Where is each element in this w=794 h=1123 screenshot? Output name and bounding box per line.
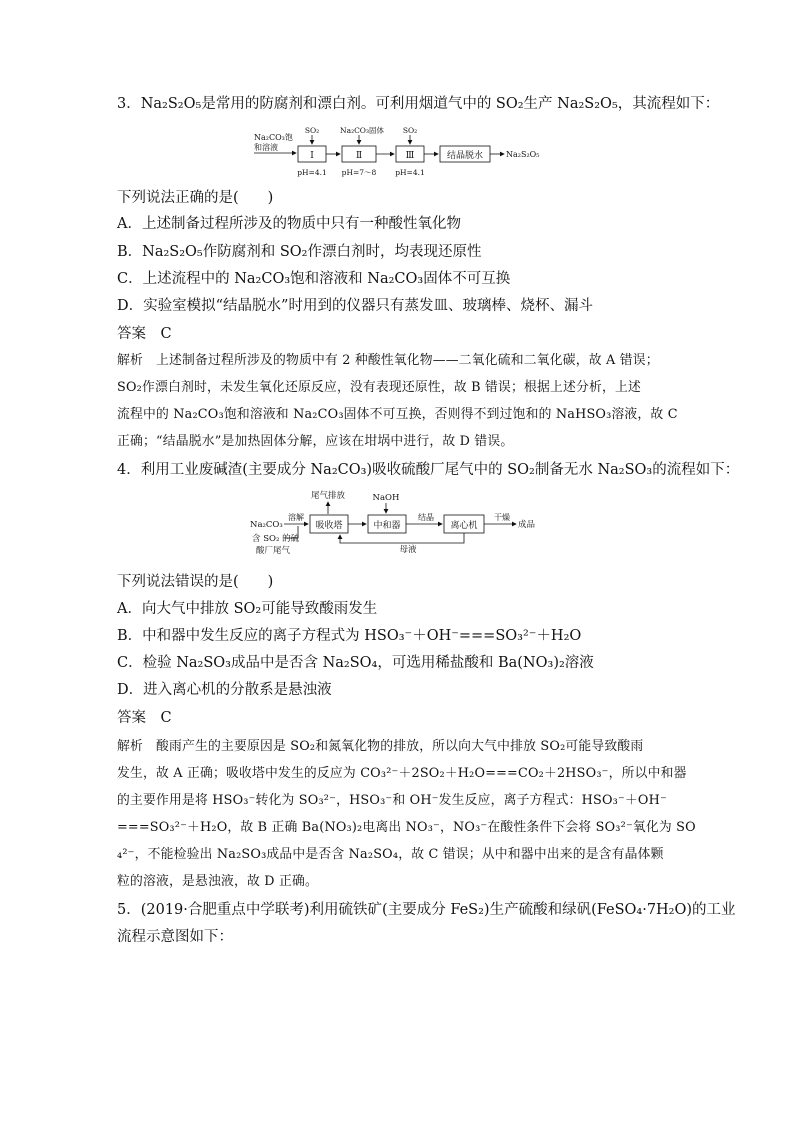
q3-option-b: B．Na₂S₂O₅作防腐剂和 SO₂作漂白剂时，均表现还原性	[117, 244, 482, 260]
q5-stem-line2: 流程示意图如下：	[117, 929, 233, 945]
q4-absorber: 吸收塔	[315, 521, 343, 531]
q3-analysis-2: SO₂作漂白剂时，未发生氧化还原反应，没有表现还原性，故 B 错误；根据上述分析，上述	[117, 380, 642, 395]
q4-prompt: 下列说法错误的是( )	[117, 574, 274, 590]
q3-stem: 3．Na₂S₂O₅是常用的防腐剂和漂白剂。可利用烟道气中的 SO₂生产 Na₂S₂O₅，其流程如下：	[117, 96, 720, 112]
q4-analysis-2: 发生，故 A 正确；吸收塔中发生的反应为 CO₃²⁻＋2SO₂＋H₂O===CO₂＋2HSO₃⁻，所以中和器	[117, 766, 687, 781]
q4-analysis-1: 解析 酸雨产生的主要原因是 SO₂和氮氧化物的排放，所以向大气中排放 SO₂可能导致酸雨	[117, 739, 644, 754]
q3-ph-1: pH=4.1	[297, 168, 327, 177]
q4-naoh: NaOH	[372, 493, 400, 503]
q4-product: 成品	[518, 520, 536, 530]
q3-option-d: D．实验室模拟“结晶脱水”时用到的仪器只有蒸发皿、玻璃棒、烧杯、漏斗	[117, 298, 593, 314]
q4-centrifuge: 离心机	[450, 521, 478, 531]
q4-na2co3: Na₂CO₃	[250, 520, 283, 530]
q4-flow-diagram	[248, 486, 548, 556]
q4-analysis-6: 粒的溶液，是悬浊液，故 D 正确。	[117, 874, 318, 889]
q3-ph-3: pH=4.1	[395, 168, 425, 177]
q3-so2-b: SO₂	[402, 126, 418, 135]
q3-answer: 答案 C	[117, 326, 172, 342]
q4-option-c: C．检验 Na₂SO₃成品中是否含 Na₂SO₄，可选用稀盐酸和 Ba(NO₃)₂溶液	[117, 655, 594, 671]
q4-stem: 4．利用工业废碱渣(主要成分 Na₂CO₃)吸收硫酸厂尾气中的 SO₂制备无水 Na₂SO₃的流程如下：	[117, 462, 740, 478]
q3-box-1-label: Ⅰ	[310, 151, 314, 161]
q4-option-b: B．中和器中发生反应的离子方程式为 HSO₃⁻＋OH⁻===SO₃²⁻＋H₂O	[117, 628, 582, 644]
q4-dry: 干燥	[494, 513, 510, 522]
q4-answer: 答案 C	[117, 710, 172, 726]
q3-input-line1: Na₂CO₃饱	[254, 133, 293, 142]
q3-option-c: C．上述流程中的 Na₂CO₃饱和溶液和 Na₂CO₃固体不可互换	[117, 271, 511, 287]
q3-analysis-3: 流程中的 Na₂CO₃饱和溶液和 Na₂CO₃固体不可互换，否则得不到过饱和的 NaHSO₃溶液，故 C	[117, 407, 678, 422]
q3-box-2-label: Ⅱ	[355, 151, 363, 161]
q3-flow-diagram	[250, 122, 550, 182]
q4-analysis-3: 的主要作用是将 HSO₃⁻转化为 SO₃²⁻，HSO₃⁻和 OH⁻发生反应，离子方程式：HSO₃⁻＋OH⁻	[117, 793, 667, 808]
q3-solid: Na₂CO₃固体	[340, 126, 384, 135]
q3-option-a: A．上述制备过程所涉及的物质中只有一种酸性氧化物	[117, 216, 461, 232]
q4-mother: 母液	[399, 545, 417, 555]
q3-box-3-label: Ⅲ	[405, 151, 415, 161]
q4-so2-line1: 含 SO₂ 的硫	[252, 534, 300, 544]
q4-so2-line2: 酸厂尾气	[256, 546, 291, 556]
q3-ph-2: pH=7～8	[341, 168, 377, 177]
q4-dissolve: 溶解	[288, 513, 304, 522]
q4-neutralizer: 中和器	[373, 521, 401, 531]
q3-prompt: 下列说法正确的是( )	[117, 190, 274, 206]
q3-box-4-label: 结晶脱水	[446, 151, 484, 161]
q3-product: Na₂S₂O₅	[506, 150, 540, 159]
q4-tail: 尾气排放	[310, 491, 346, 501]
q4-option-a: A．向大气中排放 SO₂可能导致酸雨发生	[117, 601, 378, 617]
q4-option-d: D．进入离心机的分散系是悬浊液	[117, 682, 332, 698]
q4-crystal: 结晶	[418, 513, 434, 522]
q3-analysis-1: 解析 上述制备过程所涉及的物质中有 2 种酸性氧化物——二氧化硫和二氧化碳，故 A 错误；	[117, 353, 659, 368]
q3-analysis-4: 正确；“结晶脱水”是加热固体分解，应该在坩埚中进行，故 D 错误。	[117, 434, 514, 449]
q3-so2-a: SO₂	[304, 126, 320, 135]
q4-analysis-5: ₄²⁻，不能检验出 Na₂SO₃成品中是否含 Na₂SO₄，故 C 错误；从中和器中出来的是含有晶体颗	[117, 847, 664, 862]
q4-analysis-4: ===SO₃²⁻＋H₂O，故 B 正确 Ba(NO₃)₂电离出 NO₃⁻，NO₃⁻在酸性条件下会将 SO₃²⁻氧化为 SO	[117, 820, 696, 835]
q5-stem-line1: 5．(2019·合肥重点中学联考)利用硫铁矿(主要成分 FeS₂)生产硫酸和绿矾(FeSO₄·7H₂O)的工业	[117, 902, 736, 918]
q3-input-line2: 和溶液	[254, 143, 278, 152]
